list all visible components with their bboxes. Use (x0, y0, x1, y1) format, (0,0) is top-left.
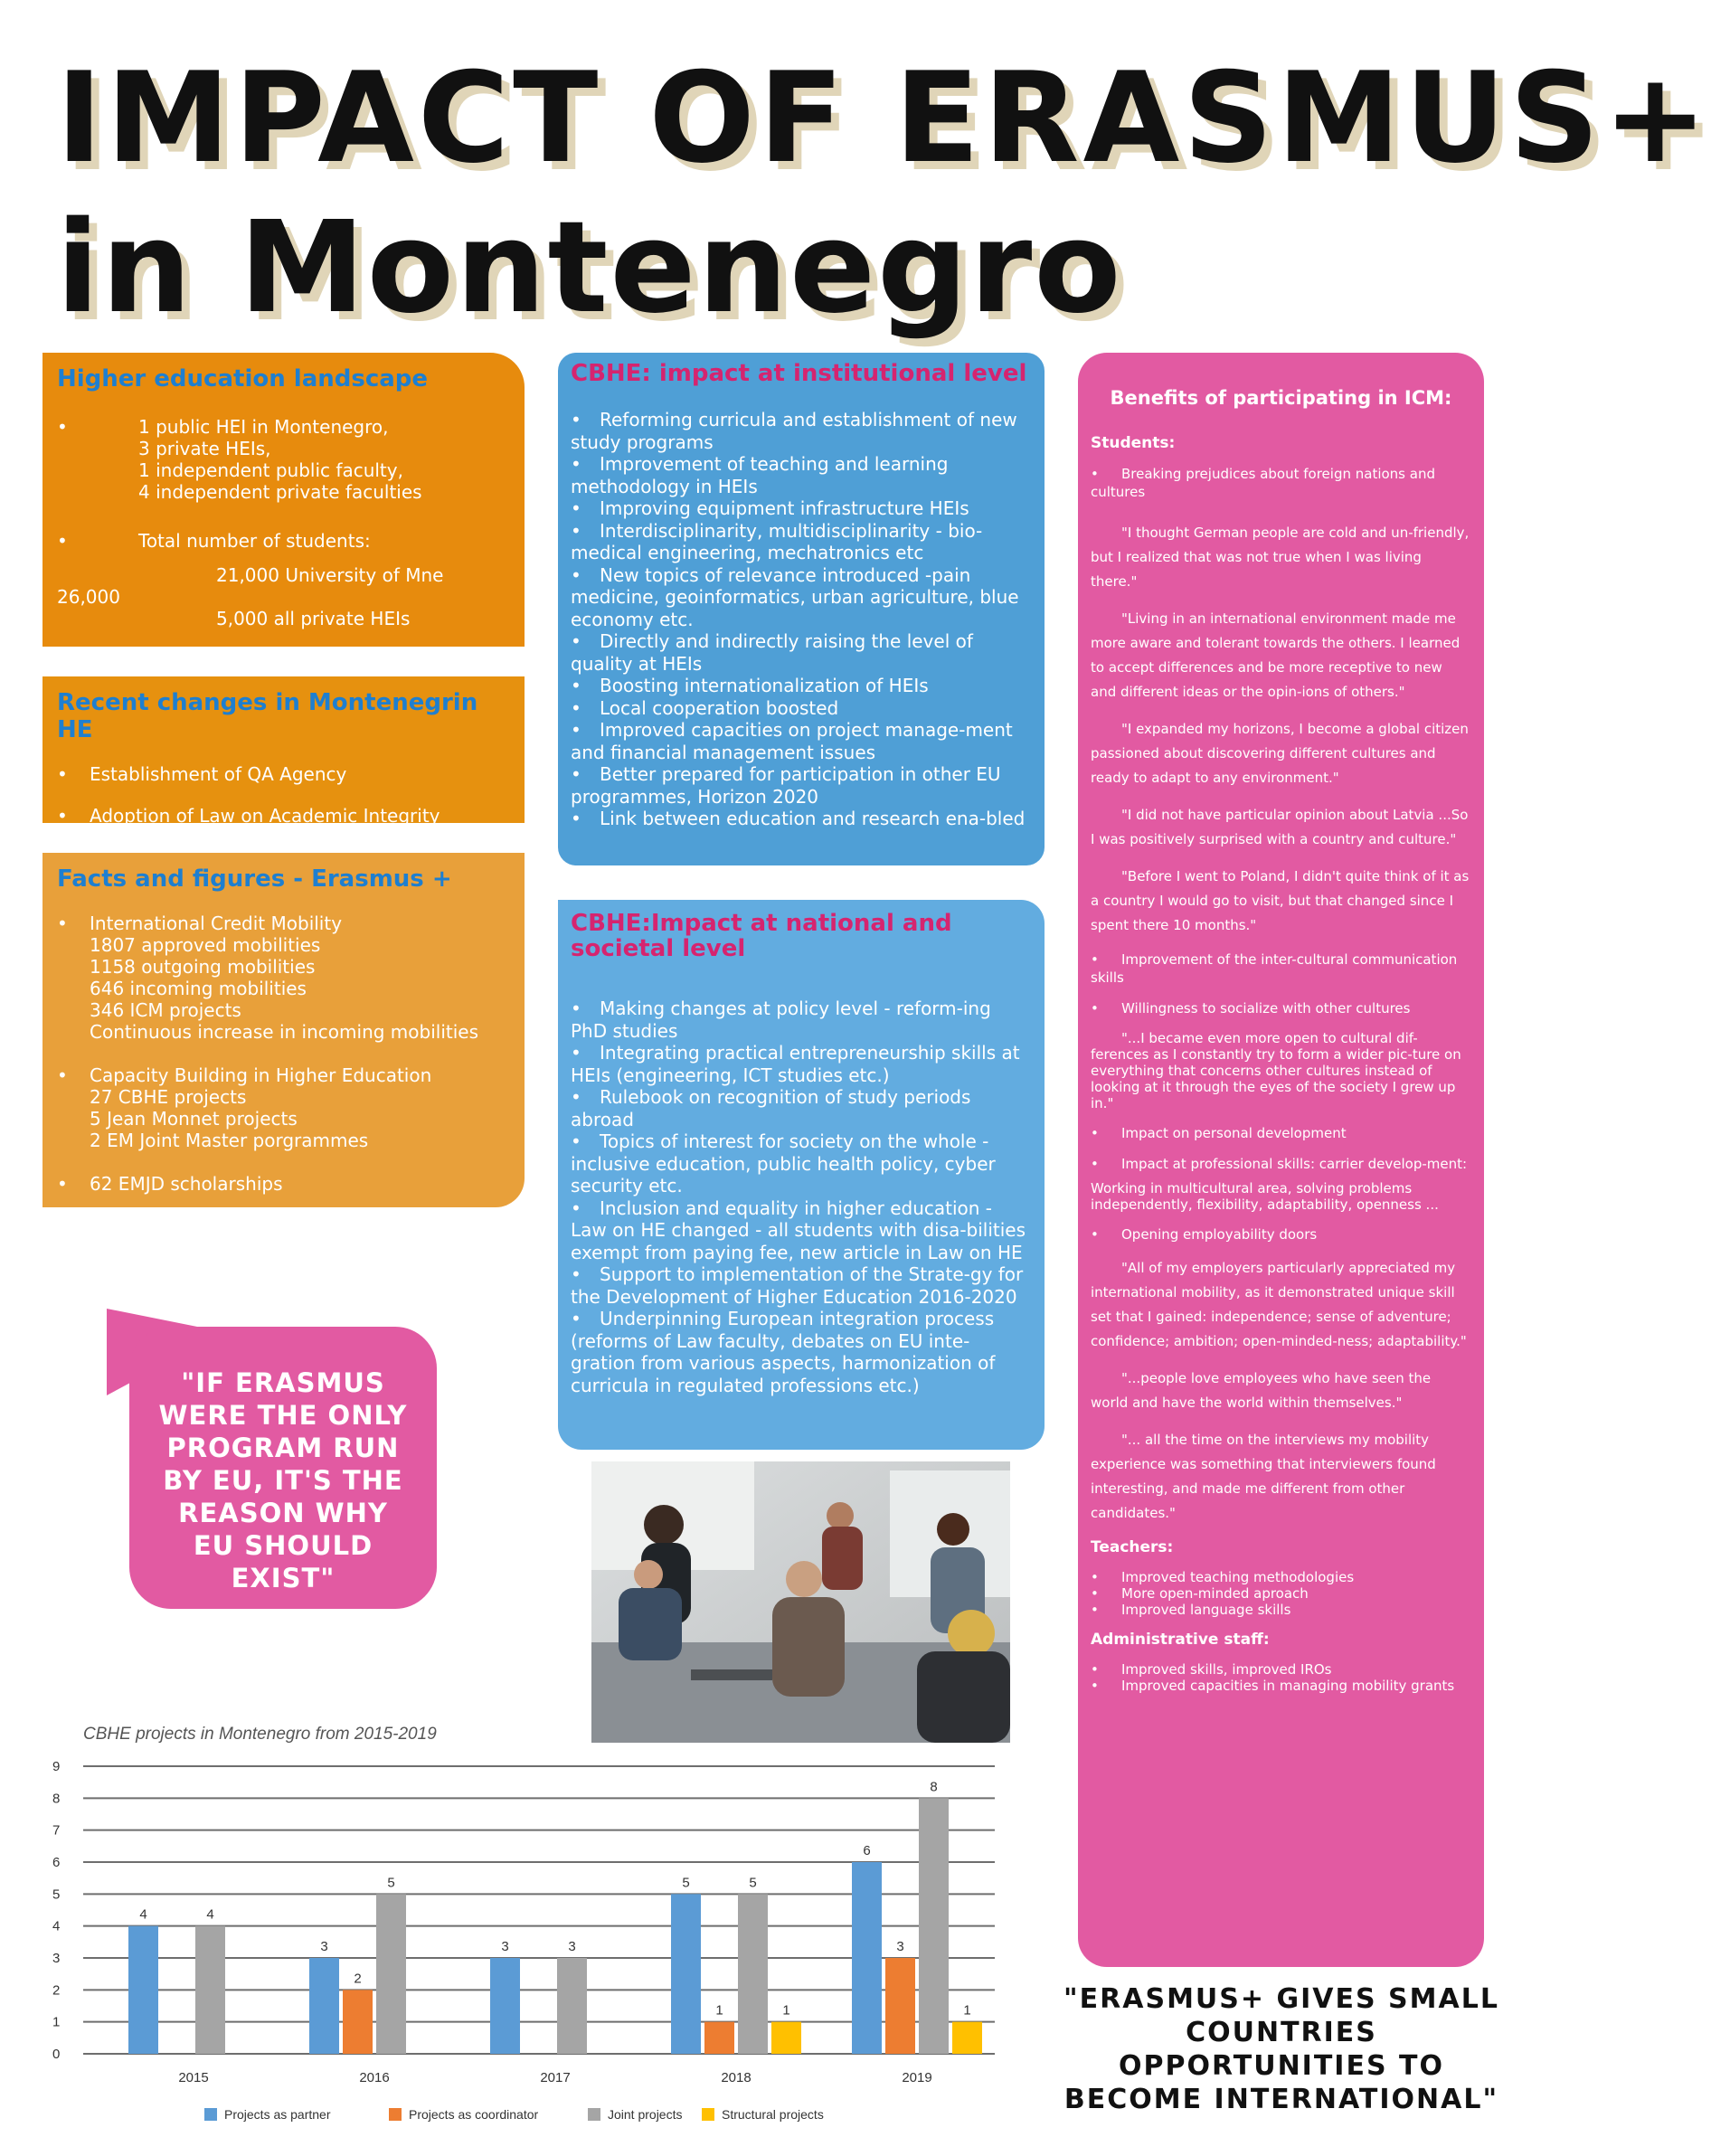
bullet: • (571, 563, 581, 586)
icm-line: 346 ICM projects (90, 999, 241, 1021)
national-item-text: Integrating practical entrepreneurship skills at HEIs (engineering, ICT studies etc.) (571, 1042, 1020, 1086)
bullet: • (571, 763, 581, 785)
national-item-text: Making changes at policy level - reform-ing PhD studies (571, 998, 991, 1042)
national-list (571, 998, 1032, 1396)
bullet: • (57, 1064, 68, 1086)
institutional-item-text: Reforming curricula and establishment of new study programs (571, 409, 1017, 453)
benefit-text: Impact at professional skills: carrier develop-ment: (1121, 1156, 1468, 1172)
national-item (571, 998, 1032, 1042)
institutional-item (571, 453, 1032, 497)
bullet: • (571, 1196, 581, 1219)
chart-title: CBHE projects in Montenegro from 2015-2019 (83, 1725, 437, 1744)
bar-data-label: 3 (568, 1939, 576, 1954)
institutional-item (571, 564, 1032, 631)
cbhe-projects-chart (36, 1714, 1013, 2130)
bar-data-label: 5 (387, 1875, 395, 1891)
bar-data-label: 1 (715, 2002, 723, 2019)
institutional-item-text: Interdisciplinarity, multidisciplinarity - bio-medical engineering, mechatronics etc (571, 519, 983, 563)
students-university: 21,000 University of Mne (216, 564, 444, 586)
legend-label: Projects as coordinator (409, 2107, 539, 2122)
bottom-quote: "ERASMUS+ GIVES SMALL COUNTRIES OPPORTUNITIES TO BECOME INTERNATIONAL" (1063, 1983, 1499, 2115)
cbhe-national-panel (558, 900, 1045, 1450)
benefit-text: Opening employability doors (1121, 1226, 1318, 1243)
student-quote: "I did not have particular opinion about Latvia ...So I was positively surprised with a country and culture." (1091, 807, 1469, 847)
icm-line: 1807 approved mobilities (90, 934, 321, 956)
landscape-item: 1 independent public faculty, (138, 459, 403, 481)
students-label: Students: (1091, 434, 1176, 452)
bullet: • (571, 1308, 581, 1329)
recent-item (57, 805, 510, 827)
cb-line: 2 EM Joint Master porgrammes (90, 1130, 369, 1151)
national-item-text: Topics of interest for society on the whole - inclusive education, public health policy, cyber security etc. (571, 1130, 996, 1196)
benefits-icm-panel (1078, 353, 1484, 1967)
student-quote: "I expanded my horizons, I become a global citizen passioned about discovering different cultures and ready to adapt to any environment." (1091, 721, 1469, 786)
cb-line: 5 Jean Monnet projects (90, 1108, 298, 1130)
students-total: 26,000 (57, 586, 120, 608)
bar (671, 1894, 701, 2054)
bullet: • (57, 805, 68, 827)
bar-data-label: 8 (930, 1779, 938, 1795)
bar-data-label: 4 (206, 1906, 214, 1923)
national-item-text: Inclusion and equality in higher education - Law on HE changed - all students with disa-bilities exempt from paying fee, new article in Law on HE (571, 1196, 1026, 1263)
landscape-hei-list (57, 416, 510, 503)
bar-data-label: 1 (782, 2002, 790, 2019)
bar (490, 1958, 520, 2054)
recent-item (57, 763, 510, 785)
institutional-item-text: Better prepared for participation in other EU programmes, Horizon 2020 (571, 763, 1001, 808)
institutional-item (571, 719, 1032, 763)
page-title-line1: IMPACT OF ERASMUS+ (56, 45, 1711, 191)
admin-item: Improved capacities in managing mobility grants (1121, 1678, 1455, 1694)
landscape-item: 1 public HEI in Montenegro, (138, 416, 389, 438)
benefit-item: • Breaking prejudices about foreign nations and cultures (1091, 466, 1435, 500)
benefit-detail: Working in multicultural area, solving problems independently, flexibility, adaptability, openness ... (1091, 1180, 1439, 1213)
institutional-list (571, 409, 1032, 830)
bar (952, 2022, 982, 2054)
bar (919, 1798, 949, 2054)
bar-data-label: 2 (354, 1971, 362, 1987)
institutional-heading: CBHE: impact at institutional level (571, 360, 1027, 387)
bar-data-label: 3 (501, 1939, 509, 1954)
institutional-item (571, 630, 1032, 675)
institutional-item-text: New topics of relevance introduced -pain medicine, geoinformatics, urban agriculture, blue economy etc. (571, 563, 1019, 630)
benefit-text: Willingness to socialize with other cultures (1121, 1000, 1411, 1017)
erasmus-quote-bubble (129, 1327, 437, 1609)
benefit-text: Breaking prejudices about foreign nations and cultures (1091, 466, 1435, 500)
institutional-item-text: Improved capacities on project manage-ment and financial management issues (571, 719, 1013, 763)
bar (885, 1958, 915, 2054)
national-item-text: Rulebook on recognition of study periods abroad (571, 1086, 971, 1130)
teacher-item: Improved teaching methodologies (1121, 1569, 1355, 1585)
national-item-text: Support to implementation of the Strate-gy for the Development of Higher Education 2016-2020 (571, 1263, 1024, 1308)
teachers-label: Teachers: (1091, 1538, 1174, 1556)
bullet: • (571, 1086, 581, 1108)
bullet: • (571, 519, 581, 542)
legend-label: Structural projects (722, 2107, 824, 2122)
bullet: • (57, 416, 68, 438)
landscape-heading: Higher education landscape (57, 365, 429, 392)
institutional-item-text: Boosting internationalization of HEIs (600, 675, 929, 696)
institutional-item (571, 697, 1032, 720)
students-private: 5,000 all private HEIs (216, 608, 411, 629)
higher-education-landscape-panel (43, 353, 525, 647)
bullet: • (57, 530, 68, 552)
national-item (571, 1130, 1032, 1197)
bullet: • (571, 1042, 581, 1064)
bar (128, 1926, 158, 2054)
legend-swatch (588, 2108, 600, 2121)
institutional-item (571, 409, 1032, 453)
bar-data-label: 6 (863, 1843, 871, 1858)
teacher-item: More open-minded aproach (1121, 1585, 1309, 1602)
bubble-quote-text: "IF ERASMUS WERE THE ONLY PROGRAM RUN BY EU, IT'S THE REASON WHY EU SHOULD EXIST" (158, 1367, 408, 1593)
benefit-item: • Opening employability doors (1091, 1226, 1318, 1243)
y-tick-label: 1 (52, 2014, 61, 2030)
facts-figures-panel (43, 853, 525, 1207)
landscape-item: 3 private HEIs, (138, 438, 271, 459)
bullet: • (571, 998, 581, 1019)
student-quote: "I thought German people are cold and un-friendly, but I realized that was not true when I was living there." (1091, 525, 1470, 590)
icm-line: 1158 outgoing mobilities (90, 956, 316, 978)
icm-line: Continuous increase in incoming mobilities (90, 1021, 478, 1043)
recent-item-text: Adoption of Law on Academic Integrity (90, 805, 440, 827)
bullet: • (571, 630, 581, 652)
benefit-item: • Willingness to socialize with other cultures (1091, 1000, 1411, 1017)
national-item (571, 1197, 1032, 1264)
bullet: • (571, 1130, 581, 1152)
facts-heading: Facts and figures - Erasmus + (57, 865, 452, 893)
admin-list: • Improved skills, improved IROs • Improved capacities in managing mobility grants (1091, 1661, 1455, 1694)
y-tick-label: 8 (52, 1791, 61, 1807)
student-quote: "Living in an international environment made me more aware and tolerant towards the others. I learned to accept differences and be more receptive to new and different ideas or the opin-ions of others." (1091, 610, 1460, 700)
bar (343, 1990, 373, 2054)
benefits-heading: Benefits of participating in ICM: (1110, 387, 1452, 409)
institutional-item (571, 675, 1032, 697)
y-tick-label: 9 (52, 1759, 61, 1774)
benefit-text: Impact on personal development (1121, 1125, 1347, 1141)
landscape-students (57, 530, 510, 552)
bar (376, 1894, 406, 2054)
x-tick-label: 2019 (902, 2070, 932, 2085)
y-tick-label: 4 (52, 1918, 61, 1934)
legend-swatch (702, 2108, 714, 2121)
bar (738, 1894, 768, 2054)
bar (704, 2022, 734, 2054)
national-item (571, 1086, 1032, 1130)
cb-line: 27 CBHE projects (90, 1086, 247, 1108)
y-tick-label: 0 (52, 2047, 61, 2062)
student-quote: "... all the time on the interviews my mobility experience was something that interviewers found interesting, and made me different from other candidates." (1091, 1432, 1436, 1521)
recent-changes-panel (43, 676, 525, 827)
bar-data-label: 1 (963, 2002, 971, 2019)
photo-image (591, 1461, 1010, 1743)
bullet: • (571, 409, 581, 430)
landscape-item: 4 independent private faculties (138, 481, 422, 503)
institutional-item (571, 520, 1032, 564)
bar-data-label: 5 (749, 1875, 757, 1891)
student-quote: "Before I went to Poland, I didn't quite think of it as a country I would go to visit, but that changed since I spent there 10 months." (1091, 868, 1470, 933)
facts-cbhe (57, 1064, 510, 1151)
bullet: • (571, 808, 581, 829)
bar-data-label: 5 (682, 1875, 690, 1891)
institutional-item (571, 763, 1032, 808)
institutional-item-text: Local cooperation boosted (600, 696, 839, 719)
bullet: • (571, 696, 581, 719)
facts-icm (57, 913, 510, 1043)
benefit-item: • Impact on personal development (1091, 1125, 1347, 1141)
icm-title: International Credit Mobility (90, 913, 343, 934)
national-item (571, 1263, 1032, 1308)
y-tick-label: 7 (52, 1822, 61, 1839)
y-tick-label: 2 (52, 1982, 61, 1999)
student-quote: "...I became even more open to cultural dif-ferences as I constantly try to form a wider pic-ture on everything that concerns other cultures instead of looking at it through the eyes of the society I grew up in." (1091, 1030, 1461, 1111)
bar-data-label: 3 (320, 1939, 328, 1954)
bullet: • (571, 1263, 581, 1285)
national-item (571, 1042, 1032, 1086)
legend-swatch (389, 2108, 402, 2121)
benefit-item: • Improvement of the inter-cultural communication skills (1091, 951, 1458, 986)
institutional-item (571, 808, 1032, 830)
admin-label: Administrative staff: (1091, 1631, 1270, 1649)
bullet: • (571, 453, 581, 475)
institutional-item-text: Link between education and research ena-bled (600, 808, 1026, 829)
teacher-item: Improved language skills (1121, 1602, 1291, 1618)
institutional-item-text: Directly and indirectly raising the level of quality at HEIs (571, 630, 973, 675)
students-breakdown (57, 564, 510, 651)
national-heading: CBHE:Impact at national and societal level (571, 910, 952, 962)
bar (852, 1862, 882, 2054)
national-item-text: Underpinning European integration process (reforms of Law faculty, debates on EU inte-gration from various aspects, harmonization of curricula in regulated professions etc.) (571, 1308, 996, 1396)
student-quote: "...people love employees who have seen the world and have the world within themselves." (1091, 1370, 1432, 1411)
benefit-item: • Impact at professional skills: carrier develop-ment: (1091, 1156, 1468, 1172)
institutional-item (571, 497, 1032, 520)
recent-item-text: Establishment of QA Agency (90, 763, 347, 785)
recent-heading: Recent changes in Montenegrin HE (57, 689, 478, 743)
x-tick-label: 2016 (359, 2070, 390, 2085)
students-meeting-photo (591, 1461, 1010, 1743)
bullet: • (57, 1173, 68, 1195)
legend-label: Projects as partner (224, 2107, 331, 2122)
icm-line: 646 incoming mobilities (90, 978, 307, 999)
facts-emjd (57, 1173, 510, 1195)
institutional-item-text: Improving equipment infrastructure HEIs (600, 497, 969, 519)
bar (309, 1958, 339, 2054)
x-tick-label: 2017 (540, 2070, 571, 2085)
teachers-list: • Improved teaching methodologies • More open-minded aproach • Improved language skills (1091, 1569, 1355, 1618)
emjd-text: 62 EMJD scholarships (90, 1173, 283, 1195)
students-label: Total number of students: (138, 530, 371, 552)
bullet: • (571, 719, 581, 741)
cbhe-institutional-panel (558, 353, 1045, 865)
y-tick-label: 5 (52, 1886, 61, 1903)
admin-item: Improved skills, improved IROs (1121, 1661, 1332, 1678)
national-item (571, 1308, 1032, 1396)
bullet: • (571, 675, 581, 696)
page-title-line2: in Montenegro (56, 194, 1123, 342)
y-tick-label: 3 (52, 1951, 61, 1966)
bar (771, 2022, 801, 2054)
x-tick-label: 2018 (721, 2070, 752, 2085)
bullet: • (57, 763, 68, 785)
bullet: • (57, 913, 68, 934)
x-tick-label: 2015 (178, 2070, 209, 2085)
institutional-item-text: Improvement of teaching and learning methodology in HEIs (571, 453, 949, 497)
bar-data-label: 4 (139, 1906, 147, 1923)
bar-data-label: 3 (896, 1939, 904, 1954)
legend-swatch (204, 2108, 217, 2121)
bar (557, 1958, 587, 2054)
bullet: • (571, 497, 581, 519)
student-quote: "All of my employers particularly appreciated my international mobility, as it demonstrated unique skill set that I gained: independence; sense of adventure; confidence; ambition; open-minded-ness; adaptability." (1091, 1260, 1467, 1349)
legend-label: Joint projects (608, 2107, 683, 2122)
benefit-text: Improvement of the inter-cultural communication skills (1091, 951, 1458, 986)
y-tick-label: 6 (52, 1855, 61, 1870)
bar (195, 1926, 225, 2054)
cb-title: Capacity Building in Higher Education (90, 1064, 432, 1086)
chart-svg (36, 1714, 1013, 2130)
